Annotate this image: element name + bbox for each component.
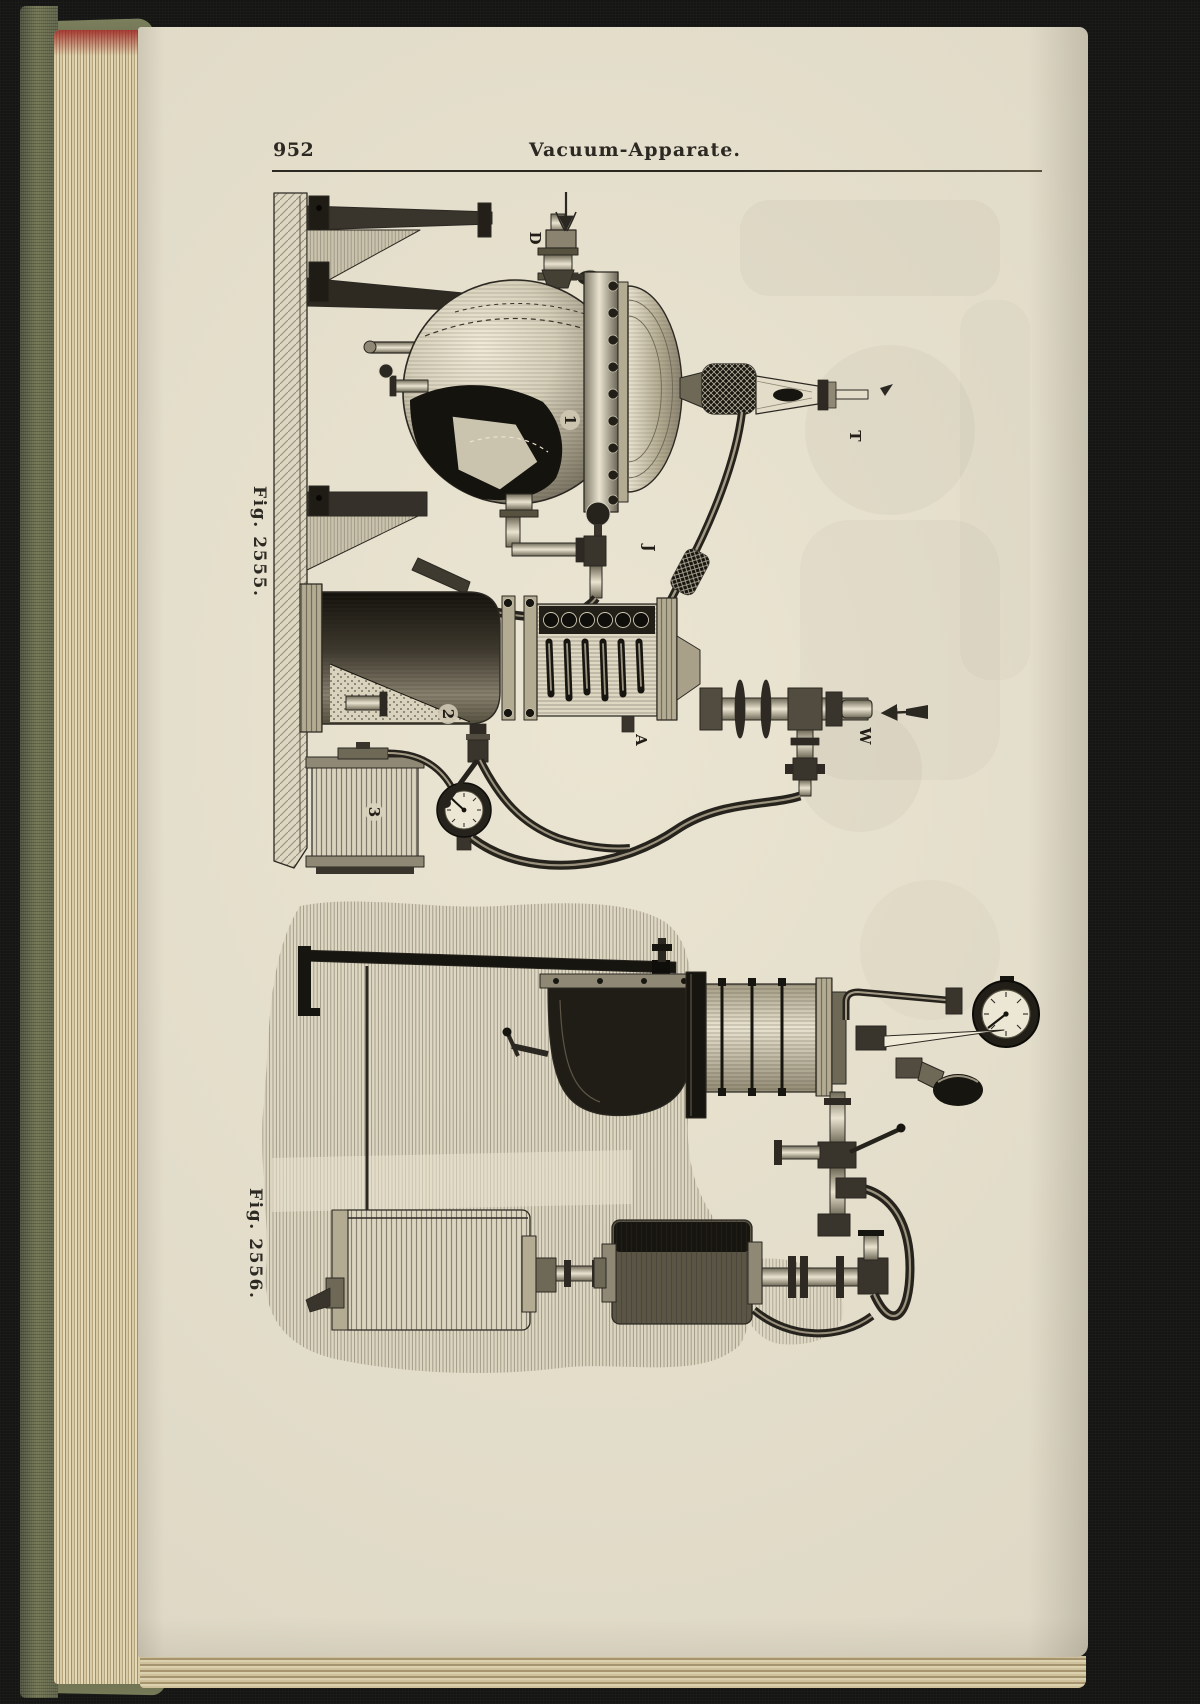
vessel-cylinder xyxy=(686,972,846,1118)
receiver-vessel xyxy=(306,742,452,874)
running-header: Vacuum-Apparate. xyxy=(529,139,741,161)
right-plumbing xyxy=(774,1092,906,1236)
label-w: W xyxy=(856,727,874,745)
label-3: 3 xyxy=(365,806,383,818)
label-t: T xyxy=(846,430,864,442)
page-number: 952 xyxy=(273,139,315,161)
vacuum-gauge xyxy=(437,783,491,850)
connecting-hoses xyxy=(441,724,800,865)
label-j: J xyxy=(640,544,658,552)
label-d: D xyxy=(526,231,544,245)
label-a: A xyxy=(632,734,650,746)
receiver-drum-right xyxy=(594,1220,762,1324)
flange-bolts xyxy=(608,281,618,505)
verso-bleedthrough xyxy=(740,200,1030,1020)
label-2: 2 xyxy=(439,708,457,720)
figure-caption: Fig. 2555. xyxy=(249,486,269,598)
wall-plank xyxy=(274,193,307,868)
knob-valve xyxy=(896,1058,983,1106)
label-1: 1 xyxy=(561,414,579,426)
figure-caption: Fig. 2556. xyxy=(245,1188,265,1300)
pan-drain-valve xyxy=(470,494,658,617)
